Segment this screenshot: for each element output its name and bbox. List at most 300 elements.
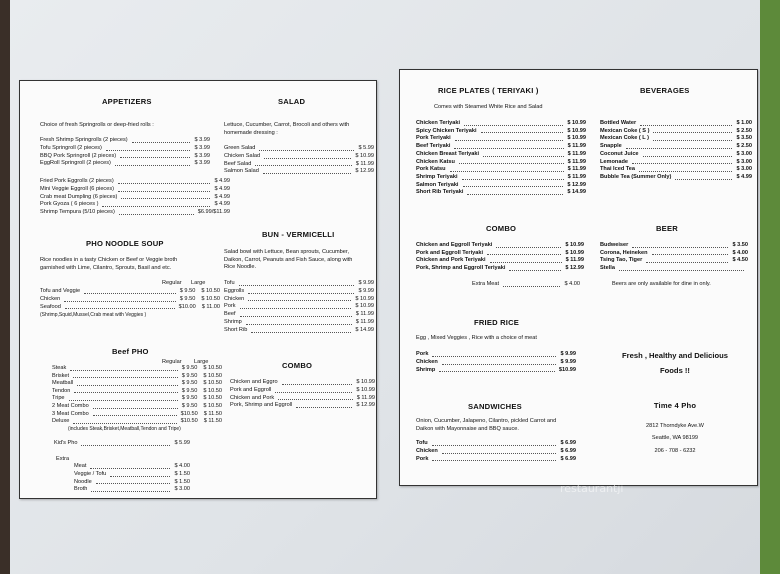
- kids-pho-name: Kid's Pho: [54, 440, 78, 446]
- menu-item-row: [416, 456, 576, 464]
- slogan: [600, 348, 750, 378]
- menu-item-name: Green Salad: [224, 145, 256, 151]
- menu-item-price-regular: $10.50: [180, 418, 198, 425]
- menu-sheet-left: [19, 80, 377, 499]
- menu-item-price-large: $ 10.50: [203, 380, 222, 387]
- menu-item-row: [600, 174, 752, 182]
- menu-item-name: Chicken and Pork Teriyaki: [416, 257, 486, 264]
- menu-item-price-regular: $ 9.50: [181, 387, 198, 394]
- menu-item-name: Pork, Shrimp and Eggroll: [230, 402, 293, 409]
- menu-item-row: [52, 403, 222, 411]
- beefpho-list: [52, 365, 222, 426]
- menu-item-name: Pork and Eggroll Teriyaki: [416, 249, 484, 256]
- menu-item-price-large: $ 11.50: [203, 410, 222, 417]
- menu-item-row: [224, 303, 374, 311]
- menu-item-name: Chicken: [416, 447, 438, 454]
- bun-desc-line1: Salad bowl with Lettuce, Bean sprouts, Cucumber,: [224, 249, 349, 255]
- slogan-line1: Fresh , Healthy and Delicious: [622, 351, 728, 360]
- leader-dots: [73, 418, 176, 424]
- leader-dots: [454, 143, 563, 149]
- menu-item-name: Mini Veggie Eggroll (6 pieces): [40, 185, 114, 192]
- leader-dots: [481, 128, 564, 134]
- menu-item-price: $ 11.99: [355, 311, 374, 318]
- menu-item-row: [600, 128, 752, 136]
- menu-item-name: 3 Meat Combo: [52, 410, 89, 417]
- leader-dots: [120, 153, 190, 159]
- leader-dots: [96, 479, 171, 485]
- leader-dots: [640, 120, 732, 126]
- menu-item-row: [74, 486, 190, 494]
- leader-dots: [91, 486, 170, 492]
- menu-item-row: [230, 402, 375, 410]
- menu-item-row: [74, 479, 190, 487]
- menu-item-row: [52, 395, 222, 403]
- extras-list: [74, 463, 190, 494]
- leader-dots: [240, 311, 352, 317]
- menu-item-name: Noodle: [74, 478, 92, 485]
- menu-item-name: Veggie / Tofu: [74, 470, 107, 477]
- extra-meat-price: $ 4.00: [564, 281, 580, 287]
- menu-item-price: $6.99/$11.99: [197, 209, 230, 216]
- appetizers-list-fried: [40, 178, 230, 217]
- menu-item-name: Chicken and Pork: [230, 394, 275, 401]
- menu-item-row: [230, 395, 375, 403]
- leader-dots: [432, 351, 556, 357]
- menu-item-name: Meatball: [52, 380, 74, 387]
- menu-item-name: Salmon Teriyaki: [416, 181, 459, 188]
- leader-dots: [653, 135, 732, 141]
- leader-dots: [64, 296, 176, 302]
- menu-item-price: $ 1.00: [736, 120, 752, 126]
- menu-item-row: [40, 145, 210, 153]
- menu-item-price: $ 12.99: [356, 402, 375, 409]
- leader-dots: [264, 153, 351, 159]
- leader-dots: [240, 303, 352, 309]
- menu-item-row: [52, 411, 222, 419]
- leader-dots: [118, 186, 210, 192]
- menu-item-row: [600, 242, 748, 250]
- menu-item-row: [600, 166, 752, 174]
- leader-dots: [102, 201, 210, 207]
- salad-list: [224, 145, 374, 176]
- restaurant-address: 2812 Thorndyke Ave.W: [646, 423, 704, 429]
- menu-item-row: [416, 120, 586, 128]
- appetizers-list: [40, 137, 210, 168]
- restaurant-name: Time 4 Pho: [653, 401, 697, 410]
- menu-item-name: Seafood: [40, 303, 61, 310]
- menu-item-price: $ 12.99: [567, 181, 586, 188]
- leader-dots: [459, 159, 564, 165]
- leader-dots: [463, 182, 564, 188]
- leader-dots: [626, 143, 733, 149]
- menu-item-price: $ 1.50: [174, 478, 190, 485]
- menu-item-price: $ 4.00: [174, 463, 190, 469]
- sandwiches-desc-line1: Onion, Cucumber, Jalapeno, Cilantro, pickled Carrot and: [416, 418, 557, 424]
- leader-dots: [248, 288, 354, 294]
- menu-sheet-right: [399, 69, 758, 486]
- menu-item-price: $ 10.99: [355, 295, 374, 302]
- menu-item-name: Shrimp Teriyaki: [416, 173, 458, 180]
- leader-dots: [455, 135, 564, 141]
- menu-item-name: BBQ Pork Springroll (2 pieces): [40, 152, 117, 159]
- menu-item-price: $ 10.99: [355, 303, 374, 310]
- menu-item-price: $ 3.50: [732, 242, 748, 248]
- menu-item-name: EggRoll Springroll (2 pieces): [40, 160, 111, 167]
- leader-dots: [248, 296, 351, 302]
- salad-desc: [224, 122, 349, 137]
- menu-item-row: [416, 359, 576, 367]
- menu-item-name: Meat: [74, 463, 87, 469]
- menu-item-name: Shrimp: [224, 318, 242, 325]
- menu-item-row: [40, 304, 220, 312]
- menu-item-row: [416, 151, 586, 159]
- menu-item-price: $ 11.99: [565, 257, 584, 264]
- menu-item-price: $ 3.99: [194, 144, 210, 151]
- menu-item-row: [416, 189, 586, 197]
- menu-item-row: [416, 128, 586, 136]
- menu-item-price: $ 3.00: [736, 158, 752, 165]
- menu-item-name: Snapple: [600, 143, 622, 150]
- menu-item-row: [416, 143, 586, 151]
- menu-item-name: Coconut Juice: [600, 150, 639, 157]
- beefpho-title: Beef PHO: [112, 347, 149, 356]
- leader-dots: [70, 365, 177, 371]
- beefpho-col-large: Large: [194, 359, 209, 365]
- rice-plates-desc: Comes with Steamed White Rice and Salad: [434, 104, 543, 110]
- menu-item-name: Chicken: [416, 358, 438, 365]
- menu-item-price-large: $ 10.50: [203, 402, 222, 409]
- leader-dots: [632, 159, 732, 165]
- rice-plates-list: [416, 120, 586, 197]
- right-wall-frame: [760, 0, 780, 574]
- menu-item-row: [600, 265, 748, 273]
- beer-note: Beers are only available for dine in only.: [612, 281, 711, 287]
- menu-item-name: Beef: [224, 311, 236, 318]
- menu-item-row: [74, 471, 190, 479]
- menu-item-row: [224, 280, 374, 288]
- menu-item-name: Shrimp Tempura (5/10 pieces): [40, 209, 115, 216]
- menu-item-name: Corona, Heineken: [600, 249, 648, 256]
- menu-item-row: [416, 250, 584, 258]
- menu-item-price: $ 3.99: [194, 152, 210, 159]
- menu-item-name: Thai Iced Tea: [600, 166, 636, 173]
- leader-dots: [467, 189, 563, 195]
- menu-item-price: $ 10.99: [567, 120, 586, 126]
- menu-item-row: [416, 174, 586, 182]
- leader-dots: [490, 257, 562, 263]
- restaurant-phone: 206 - 708 - 6232: [654, 448, 696, 454]
- menu-item-row: [40, 209, 230, 217]
- menu-item-name: Tendon: [52, 387, 71, 394]
- leader-dots: [496, 242, 561, 248]
- menu-item-name: Pork: [416, 351, 429, 357]
- leader-dots: [439, 367, 555, 373]
- menu-item-row: [600, 257, 748, 265]
- menu-item-row: [40, 178, 230, 186]
- menu-item-price: $ 11.99: [355, 318, 374, 325]
- leader-dots: [632, 242, 728, 248]
- combo-right-title: COMBO: [486, 224, 517, 233]
- menu-item-row: [74, 463, 190, 471]
- menu-item-price: $ 12.99: [355, 168, 374, 175]
- appetizers-intro: Choice of fresh Springrolls or deep-fried rolls :: [40, 122, 154, 128]
- bun-desc: [224, 249, 352, 272]
- menu-item-row: [600, 143, 752, 151]
- menu-item-row: [600, 120, 752, 128]
- menu-item-name: Bubble Tea (Summer Only): [600, 173, 672, 180]
- menu-item-price-regular: $ 9.50: [181, 395, 198, 402]
- menu-item-name: Fresh Shrimp Springrolls (2 pieces): [40, 137, 128, 143]
- fried-rice-desc: Egg , Mixed Veggies , Rice with a choice of meat: [416, 335, 537, 341]
- pho-desc-line1: Rice noodles in a tasty Chicken or Beef or Veggie broth: [40, 257, 178, 263]
- menu-item-price: $ 9.99: [358, 280, 374, 286]
- menu-item-name: Shrimp: [416, 366, 436, 373]
- pho-title: PHO NOODLE SOUP: [86, 239, 164, 248]
- menu-item-name: Pork and Eggroll: [230, 386, 272, 393]
- menu-item-name: Beef Salad: [224, 160, 252, 167]
- fried-rice-title: FRIED RICE: [474, 318, 520, 327]
- leader-dots: [93, 411, 177, 417]
- menu-item-price: $ 3.99: [194, 137, 210, 143]
- sandwiches-desc-line2: Daikon with Mayonnaise and BBQ sauce.: [416, 425, 519, 432]
- menu-item-row: [224, 288, 374, 296]
- menu-item-name: Chicken Katsu: [416, 158, 455, 165]
- menu-item-row: [416, 440, 576, 448]
- menu-item-price: $ 9.99: [560, 351, 576, 357]
- leader-dots: [442, 448, 557, 454]
- slogan-line2: Foods !!: [660, 366, 690, 375]
- menu-item-price: $ 4.99: [736, 173, 752, 180]
- menu-item-price: $ 11.99: [356, 394, 375, 401]
- menu-item-price: $ 9.99: [560, 358, 576, 365]
- menu-item-name: Crab meat Dumpling (6 pieces): [40, 193, 118, 200]
- menu-item-price: $ 3.00: [736, 150, 752, 157]
- menu-item-row: [224, 161, 374, 169]
- menu-item-price: $ 10.99: [356, 379, 375, 385]
- menu-item-row: [40, 296, 220, 304]
- leader-dots: [643, 151, 733, 157]
- pho-seafood-note: (Shrimp,Squid,Mussel,Crab meat with Veggies ): [40, 312, 147, 318]
- menu-item-row: [230, 379, 375, 387]
- menu-item-price-regular: $10.00: [178, 303, 196, 310]
- pho-desc: [40, 257, 177, 272]
- leader-dots: [432, 440, 557, 446]
- menu-item-price: $ 4.00: [732, 249, 748, 256]
- leader-dots: [74, 388, 177, 394]
- menu-item-price: $ 12.99: [565, 265, 584, 272]
- menu-item-price: $10.99: [558, 366, 576, 373]
- menu-item-row: [416, 166, 586, 174]
- menu-item-name: Mexican Coke ( S ): [600, 127, 650, 134]
- menu-item-name: Eggrolls: [224, 287, 245, 294]
- menu-item-name: Pork, Shrimp and Eggroll Teriyaki: [416, 265, 506, 272]
- menu-item-price-regular: $ 9.50: [181, 402, 198, 409]
- menu-item-price: $ 14.99: [355, 326, 374, 333]
- combo-left-list: [230, 379, 375, 410]
- leader-dots: [464, 120, 563, 126]
- menu-item-price-large: $ 10.50: [201, 295, 220, 302]
- menu-item-row: [40, 201, 230, 209]
- menu-item-row: [52, 388, 222, 396]
- menu-item-name: Tofu and Veggie: [40, 288, 81, 294]
- beer-title: BEER: [656, 224, 678, 233]
- menu-item-price: $ 3.00: [736, 166, 752, 173]
- leader-dots: [119, 209, 194, 215]
- menu-item-price: $ 2.50: [736, 127, 752, 134]
- menu-item-price: $ 11.99: [567, 173, 586, 180]
- menu-item-row: [40, 288, 220, 296]
- menu-item-row: [224, 153, 374, 161]
- leader-dots: [239, 280, 355, 286]
- beefpho-col-regular: Regular: [162, 359, 182, 365]
- menu-item-price: $ 11.99: [567, 150, 586, 157]
- menu-item-name: Tofu: [416, 440, 428, 446]
- menu-item-price-regular: $ 9.50: [179, 288, 196, 294]
- leader-dots: [106, 145, 191, 151]
- menu-item-name: Beef Teriyaki: [416, 143, 451, 150]
- menu-item-price: $ 5.99: [358, 145, 374, 151]
- menu-item-row: [416, 265, 584, 273]
- menu-item-price: $ 10.99: [565, 242, 584, 248]
- bun-list: [224, 280, 374, 335]
- menu-item-row: [416, 159, 586, 167]
- restaurant-city: Seattle, WA 98199: [651, 435, 699, 441]
- menu-item-name: Chicken and Eggroll Teriyaki: [416, 242, 493, 248]
- menu-item-row: [230, 387, 375, 395]
- menu-item-name: Mexican Coke ( L ): [600, 135, 650, 142]
- bun-desc-line2: Daikon, Carrot, Peanuts and Fish Sauce, along with: [224, 256, 353, 263]
- menu-item-price-large: $ 10.50: [203, 372, 222, 379]
- menu-item-row: [52, 418, 222, 426]
- menu-item-row: [224, 168, 374, 176]
- menu-board: [10, 0, 762, 574]
- menu-item-name: Fried Pork Eggrolls (2 pieces): [40, 178, 114, 184]
- salad-desc-line1: Lettuce, Cucumber, Carrot, Brocoli and others with: [224, 122, 350, 128]
- menu-item-row: [600, 151, 752, 159]
- menu-item-name: Chicken: [40, 295, 61, 302]
- beverages-list: [600, 120, 752, 182]
- menu-item-name: Chicken Teriyaki: [416, 120, 461, 126]
- menu-item-row: [416, 182, 586, 190]
- leader-dots: [110, 471, 170, 477]
- menu-item-price: $ 11.99: [567, 166, 586, 173]
- menu-item-price: $ 6.99: [560, 440, 576, 446]
- menu-item-row: [52, 380, 222, 388]
- menu-item-price: $ 14.99: [567, 189, 586, 196]
- pho-col-regular: Regular: [162, 280, 182, 286]
- menu-item-name: 2 Meat Combo: [52, 402, 89, 409]
- pho-list: [40, 288, 220, 311]
- leader-dots: [646, 257, 728, 263]
- leader-dots: [639, 166, 732, 172]
- leader-dots: [653, 128, 732, 134]
- leader-dots: [69, 395, 178, 401]
- menu-item-row: [40, 137, 210, 145]
- menu-item-name: Tripe: [52, 395, 65, 402]
- menu-item-price: $ 9.99: [358, 287, 374, 294]
- menu-item-row: [40, 153, 210, 161]
- leader-dots: [90, 463, 170, 469]
- menu-item-name: Tofu: [224, 280, 235, 286]
- menu-item-row: [224, 311, 374, 319]
- menu-item-price: $ 10.99: [355, 152, 374, 159]
- salad-desc-line2: homemade dressing :: [224, 129, 278, 136]
- menu-item-name: Steak: [52, 365, 67, 371]
- menu-item-name: Budweiser: [600, 242, 629, 248]
- extra-meat-row: [472, 281, 580, 289]
- menu-item-price-large: $ 10.50: [203, 387, 222, 394]
- menu-item-price: $ 10.99: [567, 127, 586, 134]
- kids-pho-row: [54, 440, 190, 448]
- leader-dots: [84, 288, 176, 294]
- menu-item-price: $ 6.99: [560, 455, 576, 462]
- salad-title: SALAD: [278, 97, 306, 106]
- leader-dots: [619, 265, 744, 271]
- leader-dots: [73, 373, 178, 379]
- leader-dots: [121, 194, 210, 200]
- leader-dots: [487, 250, 561, 256]
- leader-dots: [255, 161, 351, 167]
- menu-item-name: Pork: [224, 303, 236, 310]
- menu-item-name: Chicken: [224, 295, 245, 302]
- menu-item-price-large: $ 10.50: [203, 395, 222, 402]
- menu-item-name: Broth: [74, 486, 88, 493]
- menu-item-price: $ 4.99: [214, 201, 230, 208]
- menu-item-row: [600, 135, 752, 143]
- menu-item-price: $ 10.99: [565, 249, 584, 256]
- leader-dots: [77, 380, 178, 386]
- leader-dots: [282, 379, 353, 385]
- menu-item-name: Deluxe: [52, 418, 70, 425]
- menu-item-name: Short Rib: [224, 326, 248, 333]
- leader-dots: [251, 327, 351, 333]
- leader-dots: [483, 151, 564, 157]
- menu-item-row: [224, 296, 374, 304]
- menu-item-row: [224, 145, 374, 153]
- menu-item-row: [416, 448, 576, 456]
- menu-item-price: $ 10.99: [567, 135, 586, 142]
- menu-item-name: Stella: [600, 265, 615, 272]
- menu-item-price: $ 3.99: [194, 160, 210, 167]
- pho-col-large: Large: [191, 280, 206, 286]
- menu-item-price: $ 4.99: [214, 193, 230, 200]
- menu-item-row: [416, 351, 576, 359]
- menu-item-row: [416, 135, 586, 143]
- menu-item-price-regular: $ 9.50: [179, 295, 196, 302]
- pho-desc-line2: garnished with Lime, Cilantro, Sprouts, Basil and etc.: [40, 264, 172, 271]
- restaurant-info: [600, 401, 750, 458]
- beer-list: [600, 242, 748, 273]
- menu-item-row: [224, 327, 374, 335]
- menu-item-name: Chicken Breast Teriyaki: [416, 150, 480, 157]
- leader-dots: [652, 250, 729, 256]
- menu-item-row: [40, 160, 210, 168]
- menu-item-row: [224, 319, 374, 327]
- sandwiches-desc: [416, 418, 556, 433]
- menu-item-price: $ 1.50: [174, 470, 190, 477]
- leader-dots: [115, 160, 191, 166]
- menu-item-name: Chicken and Eggro: [230, 379, 278, 385]
- leader-dots: [246, 319, 352, 325]
- bun-title: BUN - VERMICELLI: [262, 230, 335, 239]
- beverages-title: BEVERAGES: [640, 86, 690, 95]
- leader-dots: [275, 387, 352, 393]
- menu-item-price: $ 3.50: [736, 135, 752, 142]
- bun-desc-line3: Rice Noodle.: [224, 264, 257, 271]
- menu-item-row: [416, 257, 584, 265]
- menu-item-name: Pork Katsu: [416, 166, 446, 173]
- menu-item-name: Lemonade: [600, 158, 628, 165]
